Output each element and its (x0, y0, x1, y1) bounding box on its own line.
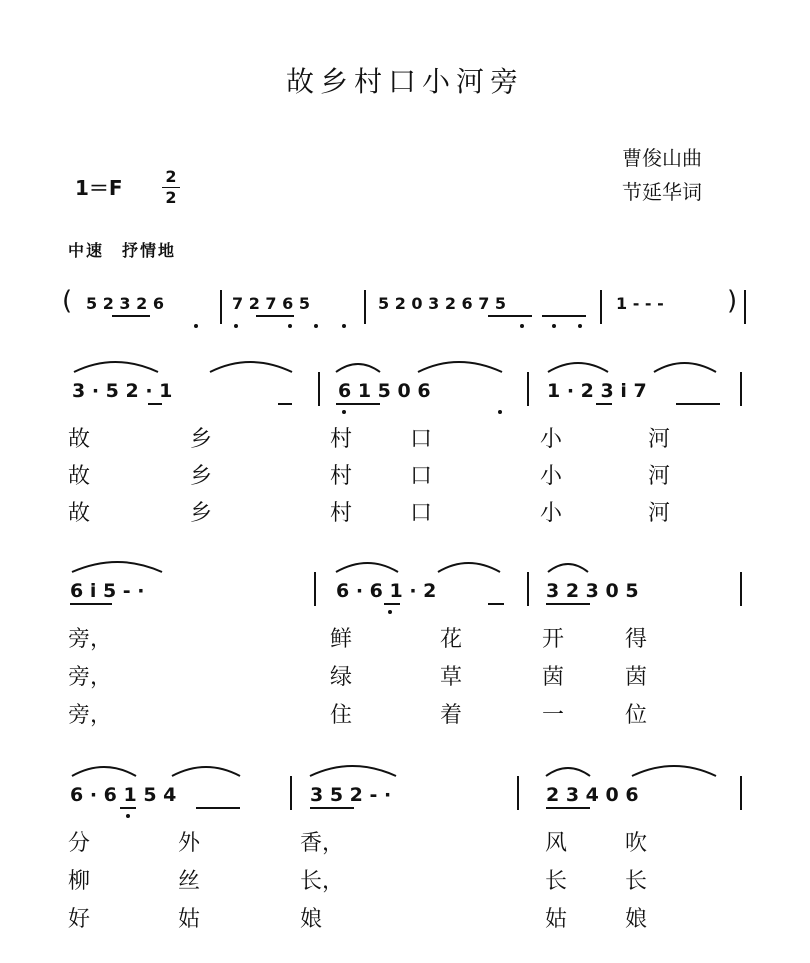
line2-lyric3-1: 旁， (68, 703, 113, 728)
intro-measure-3: 5 2 0 3 2 6 7 5 (378, 294, 507, 313)
line2-lyric2-3: 草 (440, 665, 463, 690)
line2-lyric1-5: 得 (625, 627, 648, 652)
line2-measure-1: 6 i 5 - · (70, 580, 145, 602)
line3-lyric3-3: 娘 (300, 907, 323, 932)
intro-measure-2: 7 2 7 6 5 (232, 294, 310, 313)
line3-measure-2: 3 5 2 - · (310, 784, 392, 806)
line1-lyric3-3: 村 (330, 501, 353, 526)
line2-lyric2-2: 绿 (330, 665, 353, 690)
line3-lyric3-5: 娘 (625, 907, 648, 932)
line2-measure-2: 6 · 6 1 · 2 (336, 580, 437, 602)
line1-lyric3-4: 口 (410, 501, 433, 526)
intro-close-paren: ) (727, 286, 738, 316)
line1-measure-2: 6 1 5 0 6 (338, 380, 431, 402)
line3-lyric3-4: 姑 (545, 907, 568, 932)
line1-lyric2-1: 故 (68, 464, 91, 489)
line2-measure-3: 3 2 3 0 5 (546, 580, 639, 602)
line3-lyric1-5: 吹 (625, 831, 648, 856)
line2-lyric3-4: 一 (542, 703, 565, 728)
line2-lyric2-5: 茵 (625, 665, 648, 690)
line3-measure-3: 2 3 4 0 6 (546, 784, 639, 806)
tempo-marking: 中速 抒情地 (68, 241, 177, 260)
line1-measure-1: 3 · 5 2 · 1 (72, 380, 173, 402)
line3-lyric2-1: 柳 (68, 869, 91, 894)
line3-lyric2-2: 丝 (178, 869, 201, 894)
line2-lyric3-5: 位 (625, 703, 648, 728)
key-signature: 1＝F (75, 176, 123, 200)
line1-lyric3-5: 小 (540, 501, 563, 526)
line1-lyric2-3: 村 (330, 464, 353, 489)
meter-bottom: 2 (165, 188, 177, 207)
line3-lyric2-5: 长 (625, 869, 648, 894)
intro-measure-1: 5 2 3 2 6 (86, 294, 164, 313)
composer-credit: 曹俊山曲 (622, 146, 702, 170)
line1-lyric1-5: 小 (540, 427, 563, 452)
line1-lyric1-2: 乡 (190, 427, 213, 452)
song-title: 故乡村口小河旁 (285, 65, 524, 98)
line1-lyric1-4: 口 (410, 427, 433, 452)
line1-lyric1-6: 河 (648, 427, 671, 452)
line3-measure-1: 6 · 6 1 5 4 (70, 784, 177, 806)
line2-lyric1-4: 开 (542, 627, 565, 652)
line3-lyric2-3: 长， (300, 869, 345, 894)
line3-lyric1-4: 风 (545, 831, 568, 856)
line3-lyric1-1: 分 (68, 831, 91, 856)
line1-lyric2-4: 口 (410, 464, 433, 489)
line1-measure-3: 1 · 2 3 i 7 (547, 380, 647, 402)
line3-lyric3-2: 姑 (178, 907, 201, 932)
line2-lyric1-1: 旁， (68, 627, 113, 652)
line2-lyric1-3: 花 (440, 627, 463, 652)
line2-lyric3-2: 住 (330, 703, 353, 728)
meter-top: 2 (165, 167, 177, 186)
line2-lyric2-1: 旁， (68, 665, 113, 690)
line1-lyric1-3: 村 (330, 427, 353, 452)
line1-lyric3-2: 乡 (190, 501, 213, 526)
line1-lyric2-5: 小 (540, 464, 563, 489)
intro-measure-4: 1 - - - (616, 294, 664, 313)
line2-lyric2-4: 茵 (542, 665, 565, 690)
line3-lyric3-1: 好 (68, 907, 91, 932)
line3-lyric1-2: 外 (178, 831, 201, 856)
line1-lyric3-1: 故 (68, 501, 91, 526)
line1-lyric2-6: 河 (648, 464, 671, 489)
line3-lyric2-4: 长 (545, 869, 568, 894)
line2-lyric1-2: 鲜 (330, 627, 353, 652)
line1-lyric1-1: 故 (68, 427, 91, 452)
line2-lyric3-3: 着 (440, 703, 463, 728)
line1-lyric2-2: 乡 (190, 464, 213, 489)
lyricist-credit: 节延华词 (622, 180, 702, 204)
line3-lyric1-3: 香， (300, 831, 345, 856)
intro-open-paren: ( (62, 286, 73, 316)
line1-lyric3-6: 河 (648, 501, 671, 526)
